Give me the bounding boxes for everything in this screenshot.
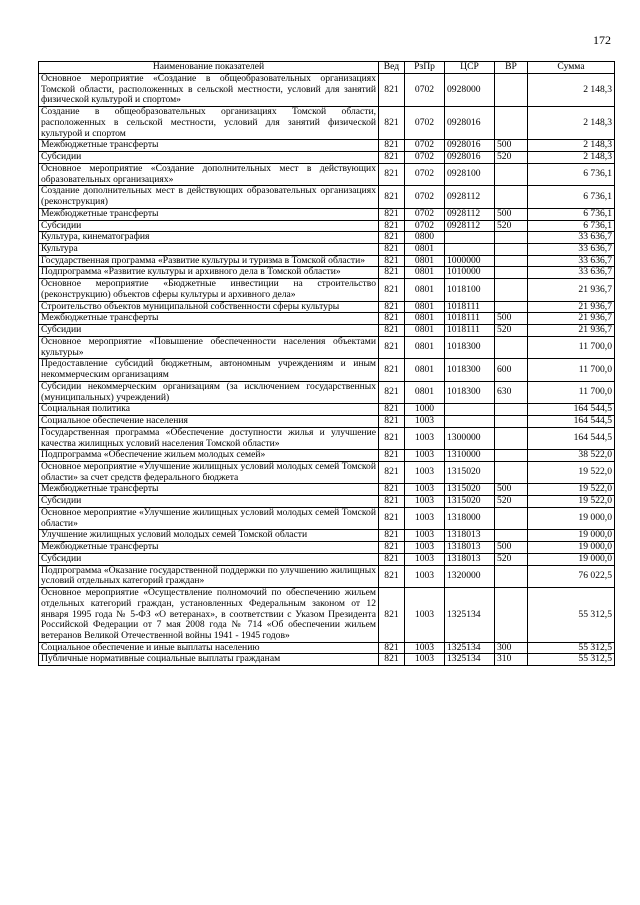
page-number: 172 — [593, 33, 611, 47]
cell-ved: 821 — [379, 301, 405, 313]
cell-sum: 164 544,5 — [528, 404, 615, 416]
table-row — [39, 359, 615, 381]
cell-ved: 821 — [379, 163, 405, 185]
cell-sum: 11 700,0 — [528, 381, 615, 403]
cell-rzpr: 0801 — [405, 313, 445, 325]
table-row — [39, 232, 615, 244]
cell-vr: 500 — [495, 484, 528, 496]
table-row — [39, 530, 615, 542]
cell-sum: 21 936,7 — [528, 325, 615, 337]
cell-sum: 2 148,3 — [528, 107, 615, 140]
cell-rzpr: 0801 — [405, 336, 445, 358]
cell-rzpr: 1003 — [405, 461, 445, 483]
cell-rzpr: 0702 — [405, 140, 445, 152]
cell-csr: 1315020 — [445, 484, 495, 496]
cell-csr: 1018111 — [445, 325, 495, 337]
cell-rzpr: 1003 — [405, 427, 445, 449]
cell-ved: 821 — [379, 107, 405, 140]
table-row — [39, 336, 615, 358]
cell-vr: 520 — [495, 152, 528, 164]
header-name: Наименование показателей — [39, 62, 379, 74]
table-body — [39, 74, 615, 666]
table-row — [39, 553, 615, 565]
cell-ved: 821 — [379, 244, 405, 256]
cell-vr — [495, 244, 528, 256]
table-row — [39, 461, 615, 483]
cell-vr: 310 — [495, 654, 528, 666]
cell-name: Публичные нормативные социальные выплаты гражданам — [39, 654, 379, 666]
cell-ved: 821 — [379, 186, 405, 208]
cell-rzpr: 0801 — [405, 244, 445, 256]
cell-csr: 0928112 — [445, 186, 495, 208]
cell-vr — [495, 450, 528, 462]
cell-rzpr: 0702 — [405, 152, 445, 164]
cell-ved: 821 — [379, 642, 405, 654]
cell-ved: 821 — [379, 484, 405, 496]
cell-vr — [495, 107, 528, 140]
cell-vr — [495, 507, 528, 529]
cell-vr — [495, 255, 528, 267]
cell-vr: 300 — [495, 642, 528, 654]
cell-csr: 1318013 — [445, 542, 495, 554]
table-row — [39, 507, 615, 529]
cell-sum: 2 148,3 — [528, 74, 615, 107]
table-row — [39, 208, 615, 220]
cell-sum: 55 312,5 — [528, 654, 615, 666]
cell-name: Основное мероприятие «Улучшение жилищных условий молодых семей Томской области» за счет средств федерального бюджета — [39, 461, 379, 483]
cell-sum: 19 522,0 — [528, 496, 615, 508]
cell-name: Подпрограмма «Оказание государственной поддержки по улучшению жилищных условий отдельных категорий граждан» — [39, 565, 379, 587]
cell-name: Культура — [39, 244, 379, 256]
cell-vr — [495, 404, 528, 416]
cell-csr — [445, 244, 495, 256]
cell-sum: 21 936,7 — [528, 301, 615, 313]
table-row — [39, 404, 615, 416]
cell-rzpr: 1003 — [405, 507, 445, 529]
cell-vr — [495, 267, 528, 279]
cell-name: Основное мероприятие «Создание в общеобразовательных организациях Томской области, расположенных в сельской местности, условий для занятий физической культурой и спортом» — [39, 74, 379, 107]
cell-csr: 1300000 — [445, 427, 495, 449]
table-row — [39, 565, 615, 587]
cell-name: Межбюджетные трансферты — [39, 542, 379, 554]
cell-sum: 19 000,0 — [528, 542, 615, 554]
cell-sum: 33 636,7 — [528, 244, 615, 256]
cell-sum: 19 000,0 — [528, 507, 615, 529]
cell-sum: 19 000,0 — [528, 530, 615, 542]
cell-vr: 500 — [495, 208, 528, 220]
cell-ved: 821 — [379, 208, 405, 220]
cell-vr — [495, 279, 528, 301]
cell-csr: 1315020 — [445, 496, 495, 508]
table-row — [39, 381, 615, 403]
cell-rzpr: 1003 — [405, 565, 445, 587]
cell-sum: 19 522,0 — [528, 461, 615, 483]
cell-vr — [495, 74, 528, 107]
cell-ved: 821 — [379, 279, 405, 301]
cell-csr — [445, 232, 495, 244]
cell-name: Основное мероприятие «Улучшение жилищных условий молодых семей Томской области» — [39, 507, 379, 529]
table-row — [39, 152, 615, 164]
cell-csr: 1318013 — [445, 530, 495, 542]
header-csr: ЦСР — [445, 62, 495, 74]
cell-ved: 821 — [379, 359, 405, 381]
cell-name: Межбюджетные трансферты — [39, 140, 379, 152]
cell-ved: 821 — [379, 416, 405, 428]
cell-sum: 33 636,7 — [528, 255, 615, 267]
table-row — [39, 140, 615, 152]
cell-ved: 821 — [379, 313, 405, 325]
cell-name: Субсидии некоммерческим организациям (за исключением государственных (муниципальных) учреждений) — [39, 381, 379, 403]
cell-ved: 821 — [379, 588, 405, 643]
table-row — [39, 427, 615, 449]
cell-sum: 19 000,0 — [528, 553, 615, 565]
table-row — [39, 642, 615, 654]
cell-csr: 1018300 — [445, 336, 495, 358]
cell-sum: 33 636,7 — [528, 232, 615, 244]
cell-ved: 821 — [379, 381, 405, 403]
cell-rzpr: 1003 — [405, 588, 445, 643]
cell-csr: 0928016 — [445, 152, 495, 164]
cell-name: Субсидии — [39, 220, 379, 232]
cell-ved: 821 — [379, 255, 405, 267]
table-row — [39, 301, 615, 313]
cell-rzpr: 0702 — [405, 107, 445, 140]
cell-sum: 2 148,3 — [528, 140, 615, 152]
cell-name: Межбюджетные трансферты — [39, 313, 379, 325]
cell-rzpr: 1003 — [405, 654, 445, 666]
cell-csr: 1018100 — [445, 279, 495, 301]
cell-sum: 6 736,1 — [528, 163, 615, 185]
cell-ved: 821 — [379, 220, 405, 232]
table-row — [39, 244, 615, 256]
cell-sum: 2 148,3 — [528, 152, 615, 164]
cell-name: Предоставление субсидий бюджетным, автономным учреждениям и иным некоммерческим организациям — [39, 359, 379, 381]
table-row — [39, 325, 615, 337]
table-row — [39, 496, 615, 508]
cell-csr: 0928112 — [445, 208, 495, 220]
cell-vr — [495, 163, 528, 185]
cell-ved: 821 — [379, 140, 405, 152]
cell-ved: 821 — [379, 542, 405, 554]
cell-sum: 6 736,1 — [528, 220, 615, 232]
cell-vr: 500 — [495, 140, 528, 152]
cell-vr: 630 — [495, 381, 528, 403]
cell-rzpr: 0801 — [405, 267, 445, 279]
cell-name: Субсидии — [39, 152, 379, 164]
cell-sum: 11 700,0 — [528, 359, 615, 381]
cell-rzpr: 0801 — [405, 255, 445, 267]
cell-vr: 600 — [495, 359, 528, 381]
cell-sum: 21 936,7 — [528, 313, 615, 325]
cell-rzpr: 1003 — [405, 530, 445, 542]
cell-csr: 1325134 — [445, 654, 495, 666]
cell-csr: 1325134 — [445, 642, 495, 654]
cell-vr: 520 — [495, 220, 528, 232]
cell-sum: 6 736,1 — [528, 186, 615, 208]
table-row — [39, 220, 615, 232]
cell-rzpr: 0702 — [405, 220, 445, 232]
table-row — [39, 186, 615, 208]
cell-csr: 1018300 — [445, 381, 495, 403]
cell-rzpr: 0702 — [405, 186, 445, 208]
cell-vr — [495, 588, 528, 643]
cell-name: Социальная политика — [39, 404, 379, 416]
cell-csr: 1018111 — [445, 301, 495, 313]
cell-ved: 821 — [379, 654, 405, 666]
cell-name: Основное мероприятие «Создание дополнительных мест в действующих образовательных организациях» — [39, 163, 379, 185]
cell-sum: 19 522,0 — [528, 484, 615, 496]
cell-name: Улучшение жилищных условий молодых семей Томской области — [39, 530, 379, 542]
cell-rzpr: 1003 — [405, 496, 445, 508]
cell-sum: 164 544,5 — [528, 416, 615, 428]
cell-csr: 1310000 — [445, 450, 495, 462]
table-row — [39, 107, 615, 140]
cell-csr: 1018300 — [445, 359, 495, 381]
cell-sum: 11 700,0 — [528, 336, 615, 358]
table-header-row — [39, 62, 615, 74]
cell-name: Межбюджетные трансферты — [39, 484, 379, 496]
cell-csr: 1010000 — [445, 267, 495, 279]
cell-sum: 38 522,0 — [528, 450, 615, 462]
table-row — [39, 484, 615, 496]
table-row — [39, 588, 615, 643]
header-sum: Сумма — [528, 62, 615, 74]
cell-name: Государственная программа «Развитие культуры и туризма в Томской области» — [39, 255, 379, 267]
header-vr: ВР — [495, 62, 528, 74]
cell-sum: 21 936,7 — [528, 279, 615, 301]
cell-ved: 821 — [379, 530, 405, 542]
cell-vr — [495, 461, 528, 483]
cell-rzpr: 1003 — [405, 484, 445, 496]
cell-csr: 1018111 — [445, 313, 495, 325]
cell-ved: 821 — [379, 496, 405, 508]
cell-ved: 821 — [379, 325, 405, 337]
cell-csr: 0928112 — [445, 220, 495, 232]
cell-csr — [445, 404, 495, 416]
cell-rzpr: 1003 — [405, 450, 445, 462]
cell-vr: 500 — [495, 313, 528, 325]
cell-csr: 0928000 — [445, 74, 495, 107]
cell-vr — [495, 427, 528, 449]
cell-rzpr: 0801 — [405, 359, 445, 381]
table-row — [39, 267, 615, 279]
cell-name: Создание в общеобразовательных организациях Томской области, расположенных в сельской местности, условий для занятий физической культурой и спортом — [39, 107, 379, 140]
cell-rzpr: 1003 — [405, 553, 445, 565]
cell-csr: 1320000 — [445, 565, 495, 587]
cell-vr: 520 — [495, 553, 528, 565]
table-row — [39, 654, 615, 666]
cell-csr: 0928016 — [445, 140, 495, 152]
cell-name: Основное мероприятие «Бюджетные инвестиции на строительство (реконструкцию) объектов сферы культуры и архивного дела» — [39, 279, 379, 301]
cell-vr — [495, 232, 528, 244]
cell-rzpr: 1003 — [405, 642, 445, 654]
cell-vr: 500 — [495, 542, 528, 554]
budget-table — [38, 61, 615, 666]
cell-name: Социальное обеспечение и иные выплаты населению — [39, 642, 379, 654]
cell-rzpr: 0801 — [405, 381, 445, 403]
cell-name: Подпрограмма «Обеспечение жильем молодых семей» — [39, 450, 379, 462]
cell-name: Культура, кинематография — [39, 232, 379, 244]
cell-ved: 821 — [379, 267, 405, 279]
cell-sum: 33 636,7 — [528, 267, 615, 279]
cell-sum: 55 312,5 — [528, 642, 615, 654]
cell-vr — [495, 565, 528, 587]
cell-name: Социальное обеспечение населения — [39, 416, 379, 428]
cell-ved: 821 — [379, 461, 405, 483]
cell-vr — [495, 336, 528, 358]
cell-name: Субсидии — [39, 325, 379, 337]
cell-ved: 821 — [379, 232, 405, 244]
cell-sum: 76 022,5 — [528, 565, 615, 587]
cell-ved: 821 — [379, 553, 405, 565]
cell-rzpr: 1003 — [405, 416, 445, 428]
cell-vr: 520 — [495, 325, 528, 337]
cell-name: Субсидии — [39, 553, 379, 565]
cell-name: Создание дополнительных мест в действующих образовательных организациях (реконструкция) — [39, 186, 379, 208]
table-row — [39, 279, 615, 301]
cell-sum: 6 736,1 — [528, 208, 615, 220]
cell-csr: 0928016 — [445, 107, 495, 140]
table-row — [39, 542, 615, 554]
cell-sum: 164 544,5 — [528, 427, 615, 449]
table-row — [39, 163, 615, 185]
cell-ved: 821 — [379, 152, 405, 164]
cell-name: Межбюджетные трансферты — [39, 208, 379, 220]
cell-ved: 821 — [379, 74, 405, 107]
cell-name: Основное мероприятие «Повышение обеспеченности населения объектами культуры» — [39, 336, 379, 358]
cell-rzpr: 0702 — [405, 163, 445, 185]
cell-rzpr: 0801 — [405, 279, 445, 301]
cell-ved: 821 — [379, 565, 405, 587]
cell-vr — [495, 530, 528, 542]
table-row — [39, 74, 615, 107]
cell-ved: 821 — [379, 404, 405, 416]
cell-rzpr: 0702 — [405, 74, 445, 107]
cell-vr — [495, 301, 528, 313]
cell-csr: 0928100 — [445, 163, 495, 185]
cell-ved: 821 — [379, 427, 405, 449]
cell-csr: 1325134 — [445, 588, 495, 643]
cell-csr: 1318013 — [445, 553, 495, 565]
cell-vr — [495, 186, 528, 208]
table-row — [39, 416, 615, 428]
header-ved: Вед — [379, 62, 405, 74]
cell-rzpr: 1000 — [405, 404, 445, 416]
cell-name: Государственная программа «Обеспечение доступности жилья и улучшение качества жилищных условий населения Томской области» — [39, 427, 379, 449]
cell-rzpr: 0702 — [405, 208, 445, 220]
table-row — [39, 313, 615, 325]
cell-rzpr: 1003 — [405, 542, 445, 554]
cell-csr: 1315020 — [445, 461, 495, 483]
cell-name: Основное мероприятие «Осуществление полномочий по обеспечению жильем отдельных категорий граждан, установленных Федеральным законом от 12 января 1995 года № 5-ФЗ «О ветеранах», в соответствии с Указом Президента Российской Федерации от 7 мая 2008 года № 714 «Об обеспечении жильем ветеранов Великой Отечественной войны 1941 - 1945 годов» — [39, 588, 379, 643]
cell-name: Субсидии — [39, 496, 379, 508]
cell-name: Строительство объектов муниципальной собственности сферы культуры — [39, 301, 379, 313]
table-row — [39, 450, 615, 462]
cell-ved: 821 — [379, 507, 405, 529]
cell-rzpr: 0800 — [405, 232, 445, 244]
cell-csr: 1318000 — [445, 507, 495, 529]
cell-vr: 520 — [495, 496, 528, 508]
cell-ved: 821 — [379, 450, 405, 462]
cell-rzpr: 0801 — [405, 325, 445, 337]
cell-rzpr: 0801 — [405, 301, 445, 313]
header-rzpr: РзПр — [405, 62, 445, 74]
cell-csr — [445, 416, 495, 428]
cell-ved: 821 — [379, 336, 405, 358]
table-row — [39, 255, 615, 267]
cell-csr: 1000000 — [445, 255, 495, 267]
cell-vr — [495, 416, 528, 428]
cell-name: Подпрограмма «Развитие культуры и архивного дела в Томской области» — [39, 267, 379, 279]
cell-sum: 55 312,5 — [528, 588, 615, 643]
